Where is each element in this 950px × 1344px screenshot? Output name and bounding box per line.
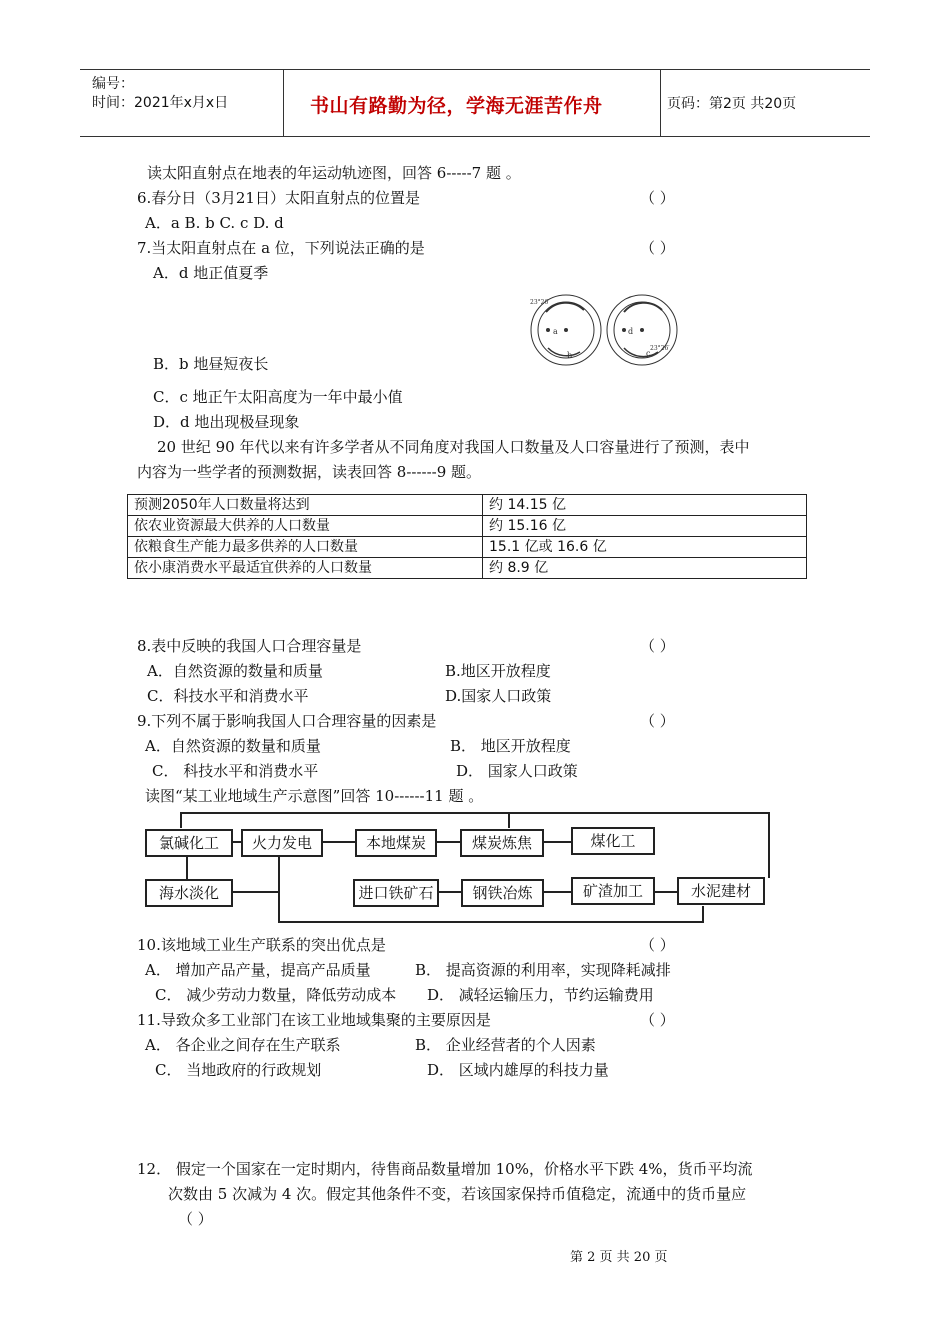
orbit-label-b: b <box>567 351 573 360</box>
q9-bracket: （ ） <box>640 712 675 730</box>
q9-option-d: D． 国家人口政策 <box>456 762 578 780</box>
header-meta <box>80 70 284 136</box>
q11-stem: 11.导致众多工业部门在该工业地域集聚的主要原因是 <box>137 1011 491 1029</box>
q8-option-b: B.地区开放程度 <box>445 662 551 680</box>
q7-stem: 7.当太阳直射点在 a 位，下列说法正确的是 <box>137 239 425 257</box>
diagram-connector <box>768 812 770 878</box>
orbit-arrow-left <box>546 303 584 312</box>
q7-option-a: A．d 地正值夏季 <box>153 264 269 282</box>
intro-sun: 读太阳直射点在地表的年运动轨迹图，回答 6-----7 题 。 <box>147 164 521 182</box>
box-local-coal: 本地煤炭 <box>355 829 437 857</box>
box-coal-chem: 煤化工 <box>571 827 655 855</box>
q7-option-b: B．b 地昼短夜长 <box>153 355 269 373</box>
q11-option-b: B． 企业经营者的个人因素 <box>415 1036 596 1054</box>
diagram-connector <box>320 841 356 843</box>
diagram-connector <box>542 841 572 843</box>
diagram-connector <box>508 812 510 828</box>
q11-option-c: C． 当地政府的行政规划 <box>155 1061 322 1079</box>
orbit-lat-right: 23°26′ <box>650 345 670 352</box>
q10-option-b: B． 提高资源的利用率，实现降耗减排 <box>415 961 671 979</box>
table-row <box>128 516 807 537</box>
table-cell: 约 15.16 亿 <box>483 516 807 537</box>
q7-bracket: （ ） <box>640 239 675 257</box>
box-steel: 钢铁冶炼 <box>461 879 544 907</box>
q10-option-d: D． 减轻运输压力，节约运输费用 <box>427 986 654 1004</box>
page-footer: 第 2 页 共 20 页 <box>570 1250 668 1265</box>
box-desalination: 海水淡化 <box>145 879 233 907</box>
q8-stem: 8.表中反映的我国人口合理容量是 <box>137 637 362 655</box>
diagram-connector <box>232 891 280 893</box>
orbit-label-d: d <box>628 327 634 336</box>
diagram-connector <box>278 856 280 922</box>
diagram-connector <box>702 906 704 922</box>
q6-bracket: （ ） <box>640 189 675 207</box>
q12-line2: 次数由 5 次减为 4 次。假定其他条件不变，若该国家保持币值稳定，流通中的货币量应 <box>168 1185 747 1203</box>
diagram-line-top <box>180 812 769 814</box>
table-cell: 约 14.15 亿 <box>483 495 807 516</box>
intro-pop-line2: 内容为一些学者的预测数据，读表回答 8------9 题。 <box>137 463 482 481</box>
q12-bracket: （ ） <box>178 1210 213 1228</box>
q9-option-a: A．自然资源的数量和质量 <box>145 737 321 755</box>
q10-option-a: A． 增加产品产量，提高产品质量 <box>145 961 371 979</box>
table-cell: 约 8.9 亿 <box>483 558 807 579</box>
table-row <box>128 537 807 558</box>
box-coking: 煤炭炼焦 <box>460 829 544 857</box>
orbit-lat-left: 23°26′ <box>530 299 550 306</box>
box-chlor-alkali: 氯碱化工 <box>145 829 233 857</box>
diagram-connector <box>186 856 188 880</box>
header-motto: 书山有路勤为径，学海无涯苦作舟 <box>310 95 603 117</box>
table-row <box>128 558 807 579</box>
q10-stem: 10.该地域工业生产联系的突出优点是 <box>137 936 386 954</box>
diagram-connector <box>278 921 704 923</box>
q7-option-d: D．d 地出现极昼现象 <box>153 413 300 431</box>
diagram-connector <box>436 891 462 893</box>
box-thermal-power: 火力发电 <box>241 829 323 857</box>
q11-option-a: A． 各企业之间存在生产联系 <box>145 1036 341 1054</box>
code-label: 编号： <box>92 76 134 92</box>
q8-bracket: （ ） <box>640 637 675 655</box>
table-cell: 预测2050年人口数量将达到 <box>128 495 483 516</box>
q12-line1: 12． 假定一个国家在一定时期内，待售商品数量增加 10%，价格水平下跌 4%，货币平均流 <box>137 1160 753 1178</box>
q10-bracket: （ ） <box>640 936 675 954</box>
q10-option-c: C． 减少劳动力数量，降低劳动成本 <box>155 986 397 1004</box>
box-cement: 水泥建材 <box>677 877 765 905</box>
page-header <box>80 69 870 137</box>
table-cell: 15.1 亿或 16.6 亿 <box>483 537 807 558</box>
orbit-arrow-right <box>624 303 662 312</box>
orbit-label-c: c <box>646 349 651 358</box>
intro-pop-line1: 20 世纪 90 年代以来有许多学者从不同角度对我国人口数量及人口容量进行了预测，表中 <box>157 438 750 456</box>
intro-industry: 读图“某工业地域生产示意图”回答 10------11 题 。 <box>145 787 484 805</box>
table-cell: 依农业资源最大供养的人口数量 <box>128 516 483 537</box>
sun-orbit-figure <box>528 290 680 370</box>
population-table <box>127 494 807 579</box>
q7-option-c: C．c 地正午太阳高度为一年中最小值 <box>153 388 403 406</box>
q8-option-c: C．科技水平和消费水平 <box>147 687 309 705</box>
q9-option-b: B． 地区开放程度 <box>450 737 571 755</box>
page-info: 页码：第2页 共20页 <box>667 96 797 112</box>
box-import-ore: 进口铁矿石 <box>353 879 439 907</box>
diagram-connector <box>180 812 182 828</box>
q6-options: A．a B. b C. c D. d <box>145 214 284 232</box>
q11-bracket: （ ） <box>640 1011 675 1029</box>
diagram-connector <box>434 841 460 843</box>
orbit-label-a: a <box>553 327 558 336</box>
q6-stem: 6.春分日（3月21日）太阳直射点的位置是 <box>137 189 420 207</box>
q9-option-c: C． 科技水平和消费水平 <box>152 762 319 780</box>
table-cell: 依小康消费水平最适宜供养的人口数量 <box>128 558 483 579</box>
q8-option-a: A．自然资源的数量和质量 <box>147 662 323 680</box>
box-slag: 矿渣加工 <box>571 877 655 905</box>
header-page-cell <box>660 70 871 136</box>
table-cell: 依粮食生产能力最多供养的人口数量 <box>128 537 483 558</box>
q8-option-d: D.国家人口政策 <box>445 687 552 705</box>
table-row <box>128 495 807 516</box>
date-label: 时间：2021年x月x日 <box>92 95 229 111</box>
q11-option-d: D． 区域内雄厚的科技力量 <box>427 1061 609 1079</box>
q9-stem: 9.下列不属于影响我国人口合理容量的因素是 <box>137 712 437 730</box>
diagram-connector <box>542 891 572 893</box>
